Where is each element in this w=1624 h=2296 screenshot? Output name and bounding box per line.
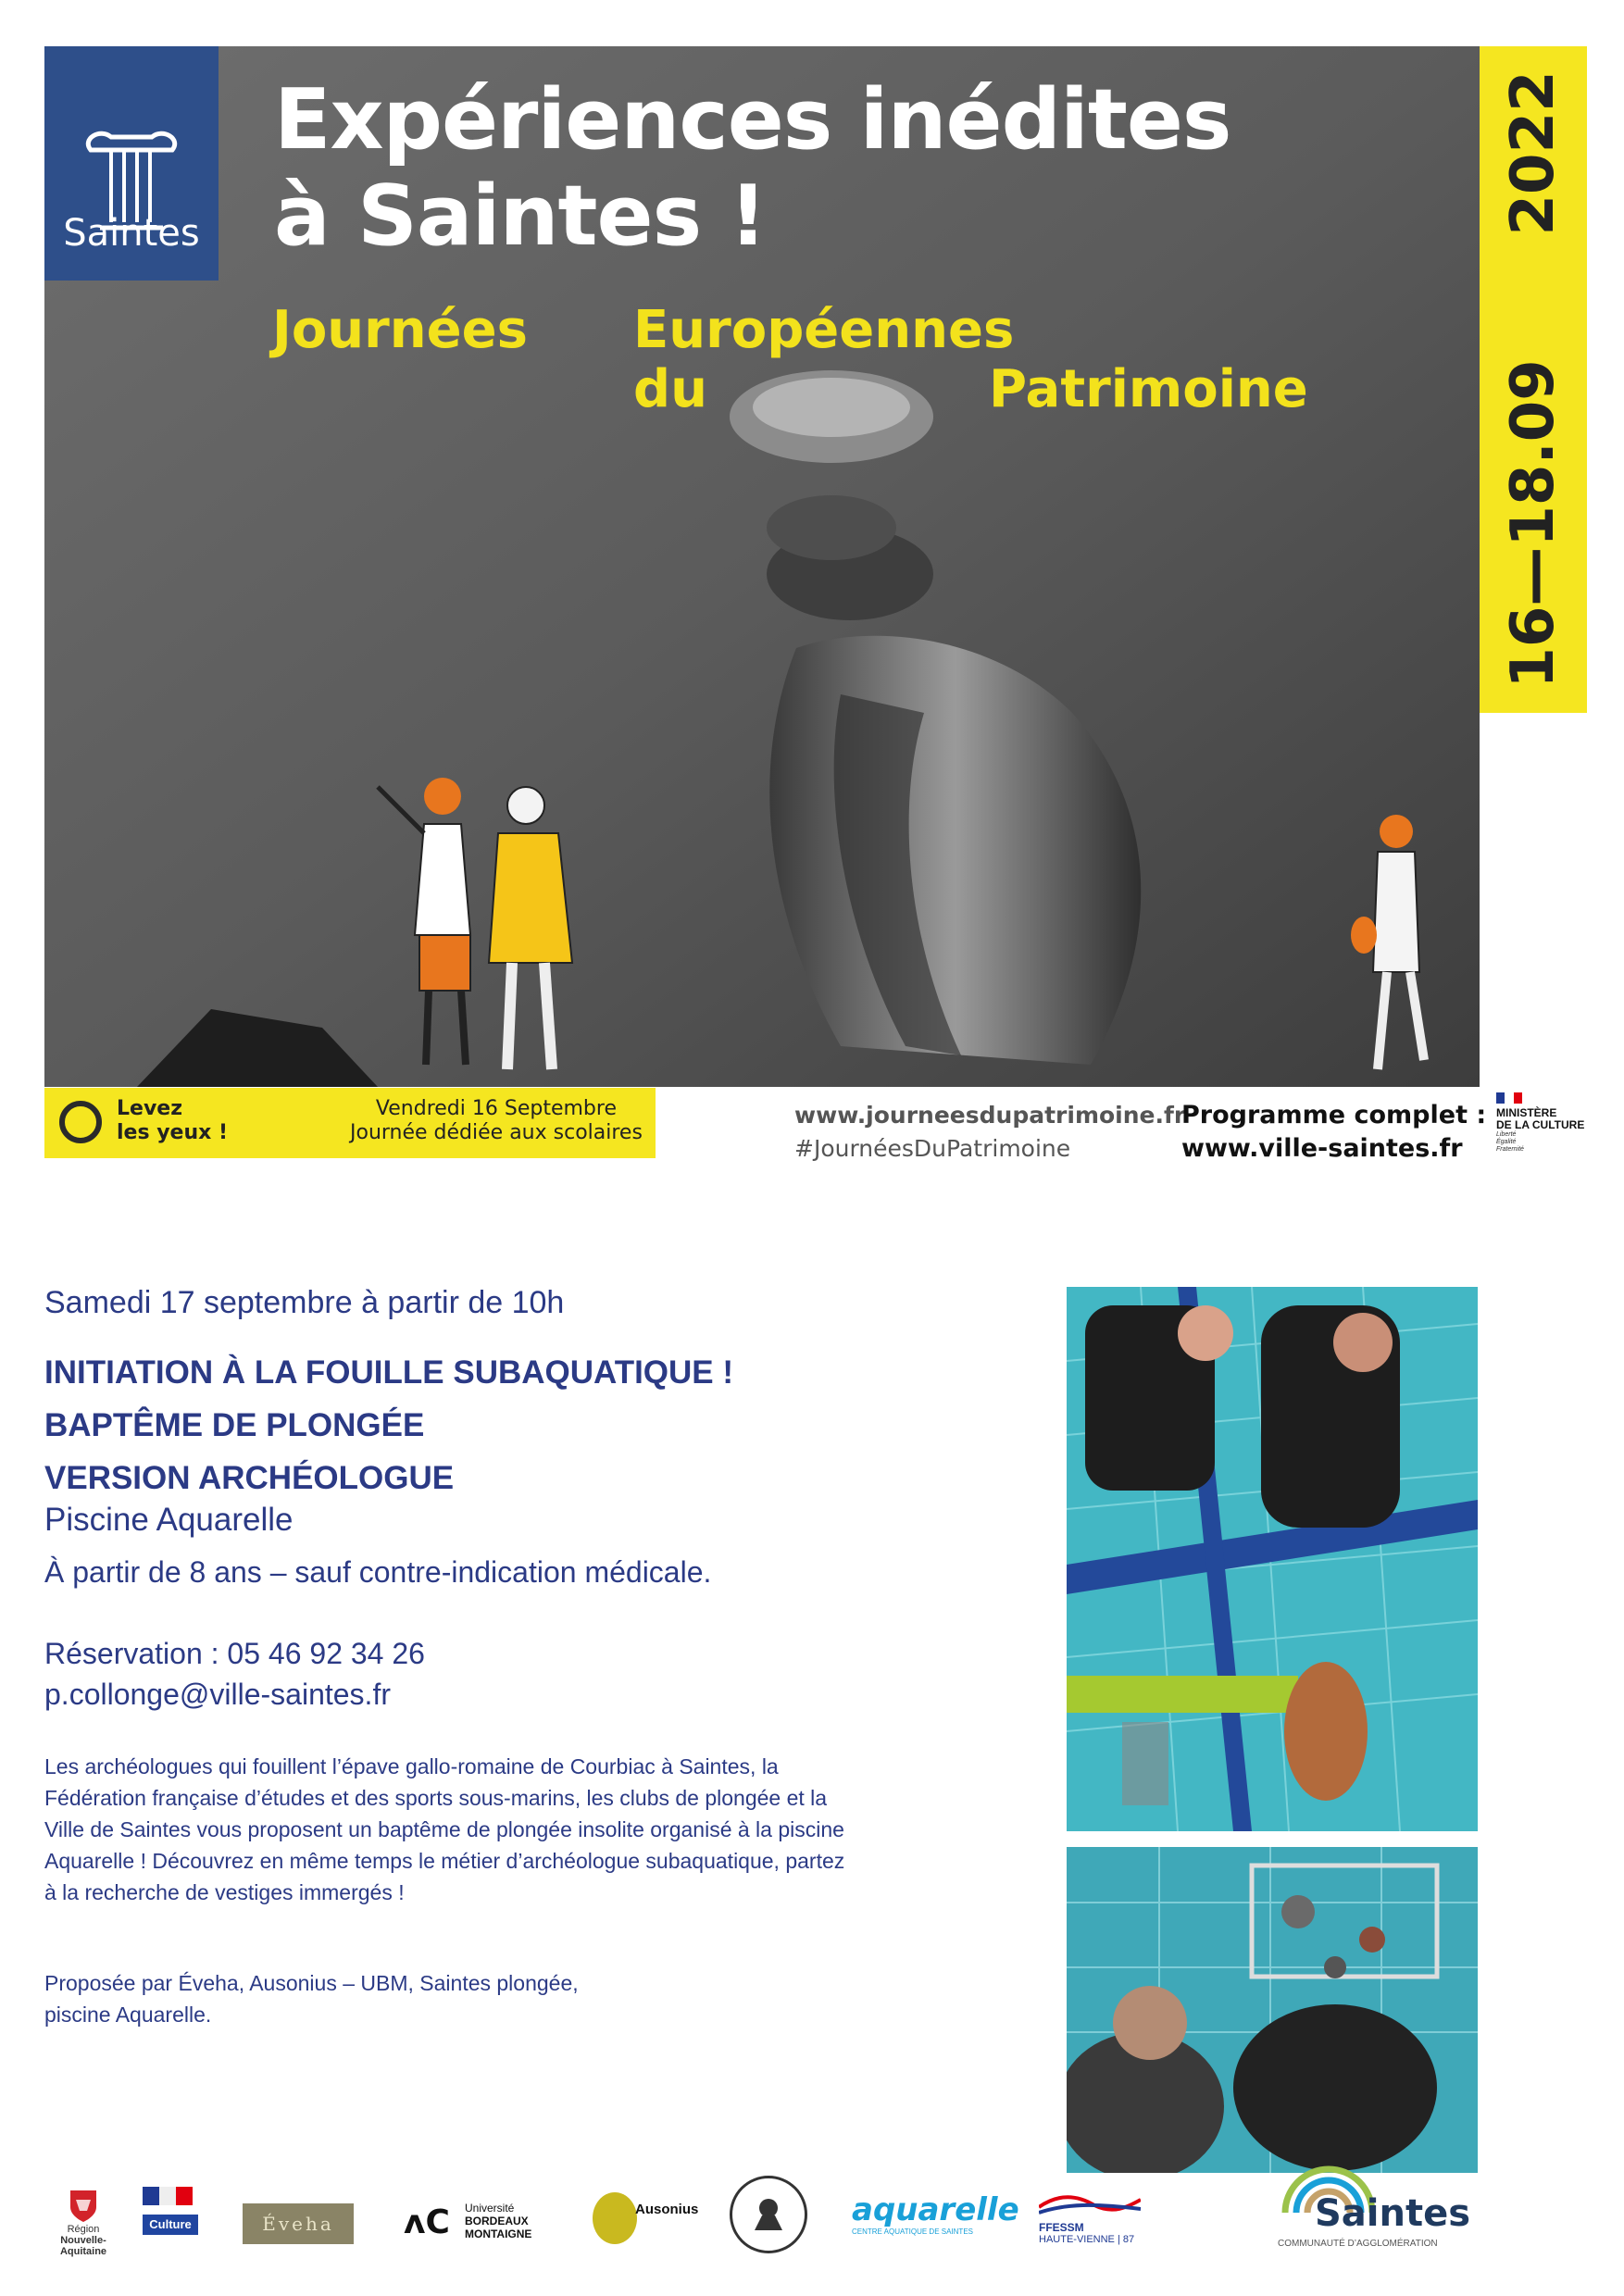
- logo-wordmark: Saintes: [63, 212, 200, 255]
- logo-ausonius: [593, 2187, 699, 2246]
- jep-word-patrimoine: Patrimoine: [989, 359, 1308, 419]
- ministere-line-2: DE LA CULTURE: [1496, 1118, 1585, 1131]
- culture-label: Culture: [143, 2215, 198, 2235]
- saintes-logo: [44, 46, 219, 281]
- ubm-mark-icon: ʌC: [404, 2203, 450, 2241]
- logo-eveha: [243, 2203, 354, 2244]
- ausonius-head-icon: [593, 2192, 637, 2244]
- levez-line-2: les yeux !: [117, 1121, 229, 1144]
- logo-aquarelle: [852, 2191, 1019, 2236]
- jep-website-link[interactable]: www.journeesdupatrimoine.fr: [794, 1102, 1186, 1129]
- credit-line-1: Proposée par Éveha, Ausonius – UBM, Saintes plongée,: [44, 1971, 579, 1995]
- region-line-2: Nouvelle-: [60, 2235, 106, 2246]
- motto-1: Liberté: [1496, 1131, 1517, 1138]
- date-band: [1480, 46, 1587, 713]
- scolaires-line-1: Vendredi 16 Septembre: [375, 1097, 617, 1120]
- region-line-1: Région: [67, 2224, 100, 2235]
- scolaires-banner: [44, 1088, 656, 1158]
- agglo-sub: COMMUNAUTÉ D’AGGLOMÉRATION: [1278, 2239, 1438, 2249]
- french-flag-icon: [143, 2187, 193, 2205]
- event-credit: [44, 1967, 730, 2030]
- logo-saintes-plongee: [730, 2176, 807, 2253]
- event-title-3: VERSION ARCHÉOLOGUE: [44, 1460, 455, 1496]
- eveha-label: Éveha: [262, 2213, 334, 2235]
- logo-ffessm: [1039, 2194, 1141, 2245]
- ffessm-sub: HAUTE-VIENNE | 87: [1039, 2234, 1135, 2245]
- underwater-photo-1: [1067, 1287, 1478, 1831]
- region-line-3: Aquitaine: [59, 2246, 107, 2257]
- scolaires-line-2: Journée dédiée aux scolaires: [350, 1121, 643, 1144]
- ubm-line-3: MONTAIGNE: [465, 2227, 532, 2240]
- headline-line-1: Expériences inédites: [274, 71, 1231, 168]
- hashtag: #JournéesDuPatrimoine: [794, 1135, 1071, 1162]
- jep-word-journees: Journées: [272, 300, 528, 360]
- event-title-2: BAPTÊME DE PLONGÉE: [44, 1407, 425, 1443]
- ministere-logo: [1496, 1092, 1598, 1154]
- programme-link[interactable]: www.ville-saintes.fr: [1181, 1134, 1463, 1163]
- wave-icon: [1039, 2194, 1141, 2215]
- event-titles: [44, 1346, 733, 1504]
- ubm-line-2: BORDEAUX: [465, 2215, 529, 2227]
- reservation-phone: Réservation : 05 46 92 34 26: [44, 1637, 425, 1670]
- logo-saintes-agglo: [1278, 2165, 1481, 2257]
- website-block: [794, 1099, 1185, 1166]
- aquarelle-label: aquarelle: [852, 2191, 1019, 2228]
- logo-nouvelle-aquitaine: [46, 2187, 120, 2257]
- jep-word-du: du: [633, 359, 707, 419]
- logo-prefet-culture: [143, 2187, 198, 2235]
- ubm-line-1: Université: [465, 2202, 515, 2215]
- levez-label: [117, 1097, 228, 1145]
- diver-icon: [732, 2178, 805, 2251]
- levez-line-1: Levez: [117, 1097, 183, 1120]
- scolaires-label: [350, 1097, 643, 1145]
- ffessm-label: FFESSM: [1039, 2221, 1084, 2234]
- poster-headline: [274, 72, 1231, 265]
- eye-icon: [59, 1101, 102, 1143]
- event-title-1: INITIATION À LA FOUILLE SUBAQUATIQUE !: [44, 1354, 734, 1391]
- underwater-photo-2: [1067, 1847, 1478, 2173]
- event-description: Les archéologues qui fouillent l’épave gallo-romaine de Courbiac à Saintes, la Fédération française d’études et des sports sous-marins, les clubs de plongée et la Ville de Saintes vous proposent un baptême de plongée insolite organisé à la piscine Aquarelle ! Découvrez en même temps le métier d’archéologue subaquatique, partez à la recherche de vestiges immergés !: [44, 1754, 845, 1904]
- event-date: Samedi 17 septembre à partir de 10h: [44, 1285, 565, 1320]
- programme-label: Programme complet :: [1181, 1101, 1487, 1129]
- aquarelle-sub: CENTRE AQUATIQUE DE SAINTES: [852, 2227, 973, 2236]
- year: 2022: [1499, 70, 1568, 236]
- headline-line-2: à Saintes !: [274, 168, 767, 265]
- reservation-block: [44, 1633, 425, 1715]
- region-crest-icon: [65, 2187, 102, 2224]
- reservation-email[interactable]: p.collonge@ville-saintes.fr: [44, 1678, 391, 1711]
- event-place: Piscine Aquarelle: [44, 1502, 294, 1538]
- credit-line-2: piscine Aquarelle.: [44, 2003, 212, 2027]
- logo-ubm: [404, 2200, 552, 2246]
- motto-3: Fraternité: [1496, 1146, 1524, 1153]
- programme-block: [1181, 1099, 1486, 1166]
- ministere-line-1: MINISTÈRE: [1496, 1106, 1557, 1119]
- motto-2: Égalité: [1496, 1139, 1517, 1145]
- ausonius-label: Ausonius: [635, 2202, 699, 2217]
- french-flag-icon: [1496, 1092, 1522, 1104]
- event-age: À partir de 8 ans – sauf contre-indication médicale.: [44, 1555, 712, 1589]
- jep-word-europeennes: Européennes: [633, 300, 1015, 360]
- agglo-label: Saintes: [1315, 2192, 1471, 2235]
- date-range: 16—18.09: [1499, 359, 1568, 689]
